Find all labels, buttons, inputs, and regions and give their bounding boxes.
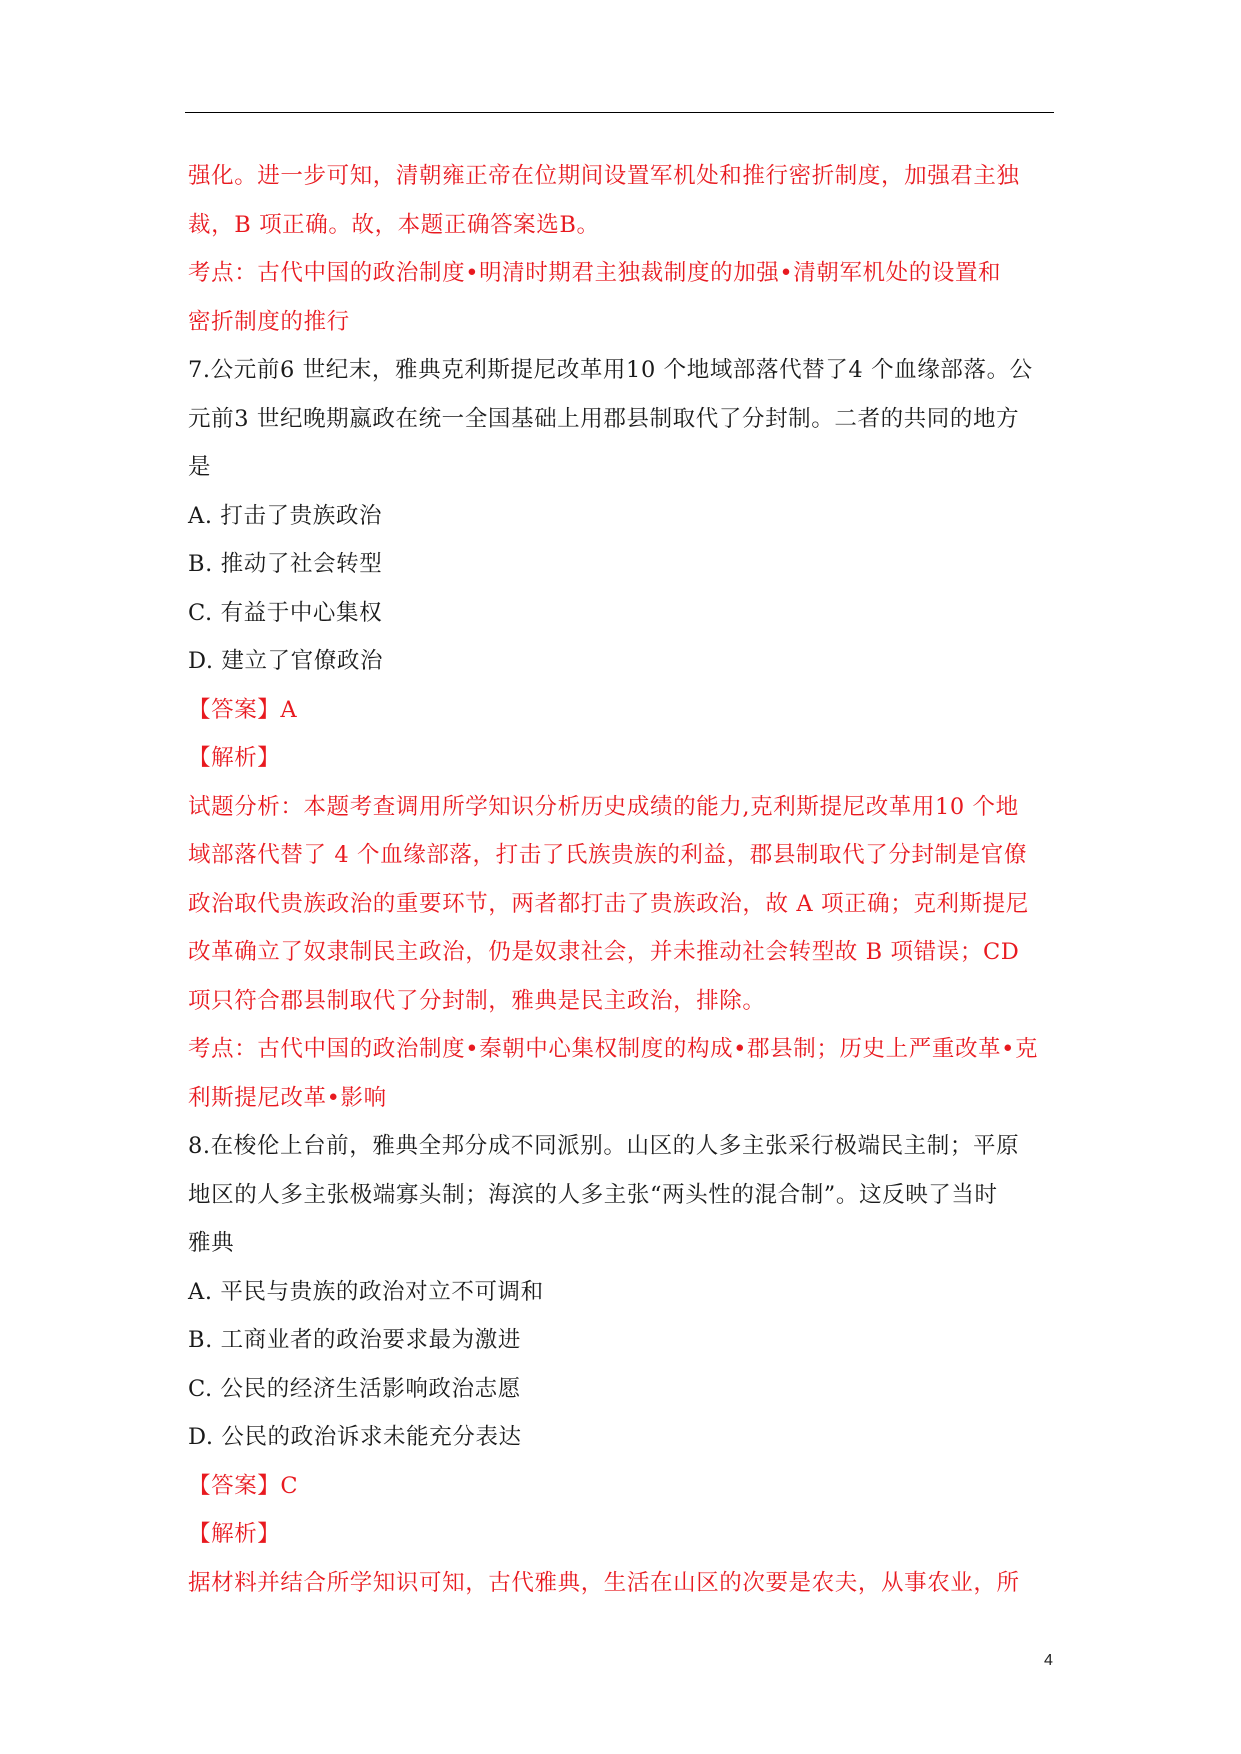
text-line: 强化。进一步可知，清朝雍正帝在位期间设置军机处和推行密折制度，加强君主独 <box>188 163 1020 189</box>
header-rule <box>185 112 1054 113</box>
text-line: 考点：古代中国的政治制度•明清时期君主独裁制度的加强•清朝军机处的设置和 <box>188 260 1002 286</box>
text-line: 元前3 世纪晚期嬴政在统一全国基础上用郡县制取代了分封制。二者的共同的地方 <box>188 405 1020 432</box>
text-line: 7.公元前6 世纪末，雅典克利斯提尼改革用10 个地域部落代替了4 个血缘部落。公 <box>188 357 1033 383</box>
text-line: A. 平民与贵族的政治对立不可调和 <box>188 1278 544 1305</box>
text-line: 考点：古代中国的政治制度•秦朝中心集权制度的构成•郡县制；历史上严重改革•克 <box>188 1036 1039 1062</box>
document-body <box>188 152 1088 1607</box>
text-line: B. 工商业者的政治要求最为激进 <box>188 1327 521 1353</box>
text-line: C. 公民的经济生活影响政治志愿 <box>188 1375 521 1402</box>
text-line: 改革确立了奴隶制民主政治，仍是奴隶社会，并未推动社会转型故 B 项错误；CD <box>188 939 1020 965</box>
text-line: A. 打击了贵族政治 <box>188 502 383 529</box>
page-number: 4 <box>1044 1652 1053 1669</box>
text-line: 地区的人多主张极端寡头制；海滨的人多主张“两头性的混合制”。这反映了当时 <box>188 1181 998 1208</box>
text-line: 【解析】 <box>188 1521 281 1547</box>
text-line: 密折制度的推行 <box>188 308 350 335</box>
text-line: 【答案】C <box>188 1472 299 1499</box>
text-line: 据材料并结合所学知识可知，古代雅典，生活在山区的次要是农夫，从事农业，所 <box>188 1569 1020 1596</box>
text-line: 裁，B 项正确。故，本题正确答案选B。 <box>188 211 600 238</box>
text-line: 试题分析：本题考查调用所学知识分析历史成绩的能力,克利斯提尼改革用10 个地 <box>188 793 1019 820</box>
text-line: 雅典 <box>188 1230 235 1256</box>
text-line: 利斯提尼改革•影响 <box>188 1084 387 1111</box>
text-line: 8.在梭伦上台前，雅典全邦分成不同派别。山区的人多主张采行极端民主制；平原 <box>188 1133 1020 1159</box>
text-line: 项只符合郡县制取代了分封制，雅典是民主政治，排除。 <box>188 987 766 1014</box>
text-line: D. 公民的政治诉求未能充分表达 <box>188 1424 522 1450</box>
text-line: 是 <box>188 454 212 480</box>
text-line: B. 推动了社会转型 <box>188 551 383 577</box>
text-line: 【解析】 <box>188 745 281 771</box>
text-line: 【答案】A <box>188 696 298 723</box>
text-line: 域部落代替了 4 个血缘部落，打击了氏族贵族的利益，郡县制取代了分封制是官僚 <box>188 842 1027 868</box>
text-line: D. 建立了官僚政治 <box>188 648 384 674</box>
text-line: 政治取代贵族政治的重要环节，两者都打击了贵族政治，故 A 项正确；克利斯提尼 <box>188 890 1029 917</box>
text-line: C. 有益于中心集权 <box>188 599 383 626</box>
